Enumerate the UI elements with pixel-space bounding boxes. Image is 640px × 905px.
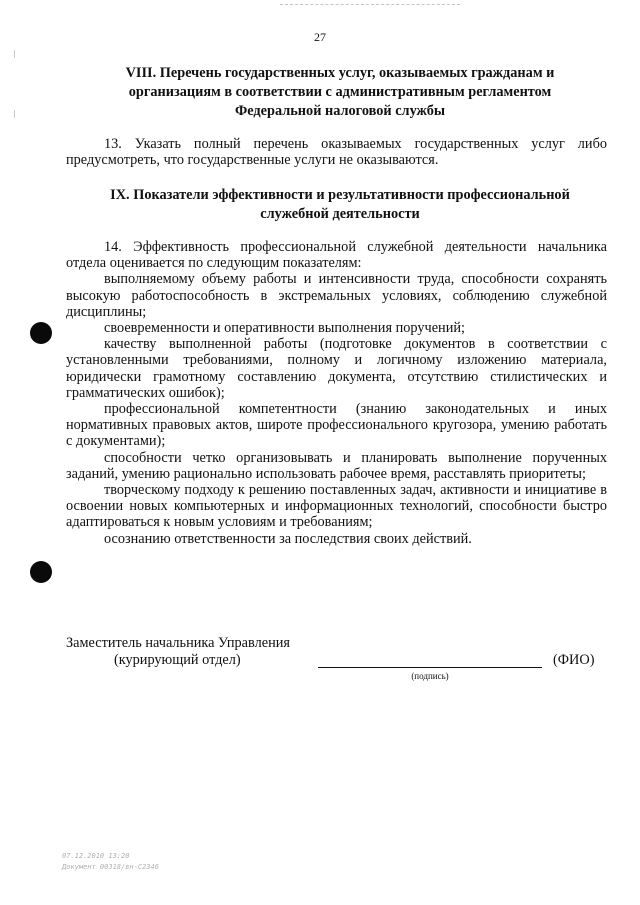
signature-caption: (подпись) bbox=[411, 671, 449, 681]
footer-stamp-line: 07.12.2010 13:20 bbox=[62, 852, 130, 860]
section-8-heading: VIII. Перечень государственных услуг, оказываемых гражданам и организациям в соответствии с административным регламентом Федеральной налоговой службы bbox=[125, 65, 555, 119]
indicator-item: качеству выполненной работы (подготовке документов в соответствии с установленными требованиями, полному и логичному изложению материала, юридически грамотному составлению документа, отсутствию стилистических и грамматических ошибок); bbox=[66, 336, 607, 401]
signatory-title: Заместитель начальника Управления bbox=[66, 635, 290, 651]
indicator-item: своевременности и оперативности выполнения поручений; bbox=[104, 320, 465, 337]
punch-hole bbox=[30, 322, 52, 344]
indicator-item: осознанию ответственности за последствия своих действий. bbox=[104, 530, 472, 547]
margin-scan-mark bbox=[14, 50, 15, 58]
page-number: 27 bbox=[314, 30, 326, 44]
punch-hole bbox=[30, 561, 52, 583]
signature-line bbox=[318, 667, 542, 668]
top-scan-artifact bbox=[280, 4, 460, 5]
fio-label: (ФИО) bbox=[553, 652, 595, 668]
paragraph-13: 13. Указать полный перечень оказываемых государственных услуг либо предусмотреть, что государственные услуги не оказываются. bbox=[66, 136, 607, 169]
signatory-department: (курирующий отдел) bbox=[114, 652, 241, 668]
paragraph-14-intro: 14. Эффективность профессиональной служебной деятельности начальника отдела оценивается по следующим показателям: bbox=[66, 239, 607, 272]
indicator-item: профессиональной компетентности (знанию законодательных и иных нормативных правовых актов, широте профессионального кругозора, умению работать с документами); bbox=[66, 401, 607, 450]
section-9-heading: IX. Показатели эффективности и результативности профессиональной служебной деятельности bbox=[110, 187, 570, 222]
margin-scan-mark bbox=[14, 110, 15, 118]
footer-stamp-line: Документ 00318/вн-С2346 bbox=[62, 863, 159, 871]
indicator-item: творческому подходу к решению поставленных задач, активности и инициативе в освоении новых компьютерных и информационных технологий, способности быстро адаптироваться к новым условиям и требованиям; bbox=[66, 482, 607, 531]
indicator-item: способности четко организовывать и планировать выполнение порученных заданий, умению рационально использовать рабочее время, расставлять приоритеты; bbox=[66, 449, 607, 482]
performance-indicators bbox=[66, 239, 607, 547]
indicator-item: выполняемому объему работы и интенсивности труда, способности сохранять высокую работоспособность в экстремальных условиях, соблюдению служебной дисциплины; bbox=[66, 271, 607, 320]
